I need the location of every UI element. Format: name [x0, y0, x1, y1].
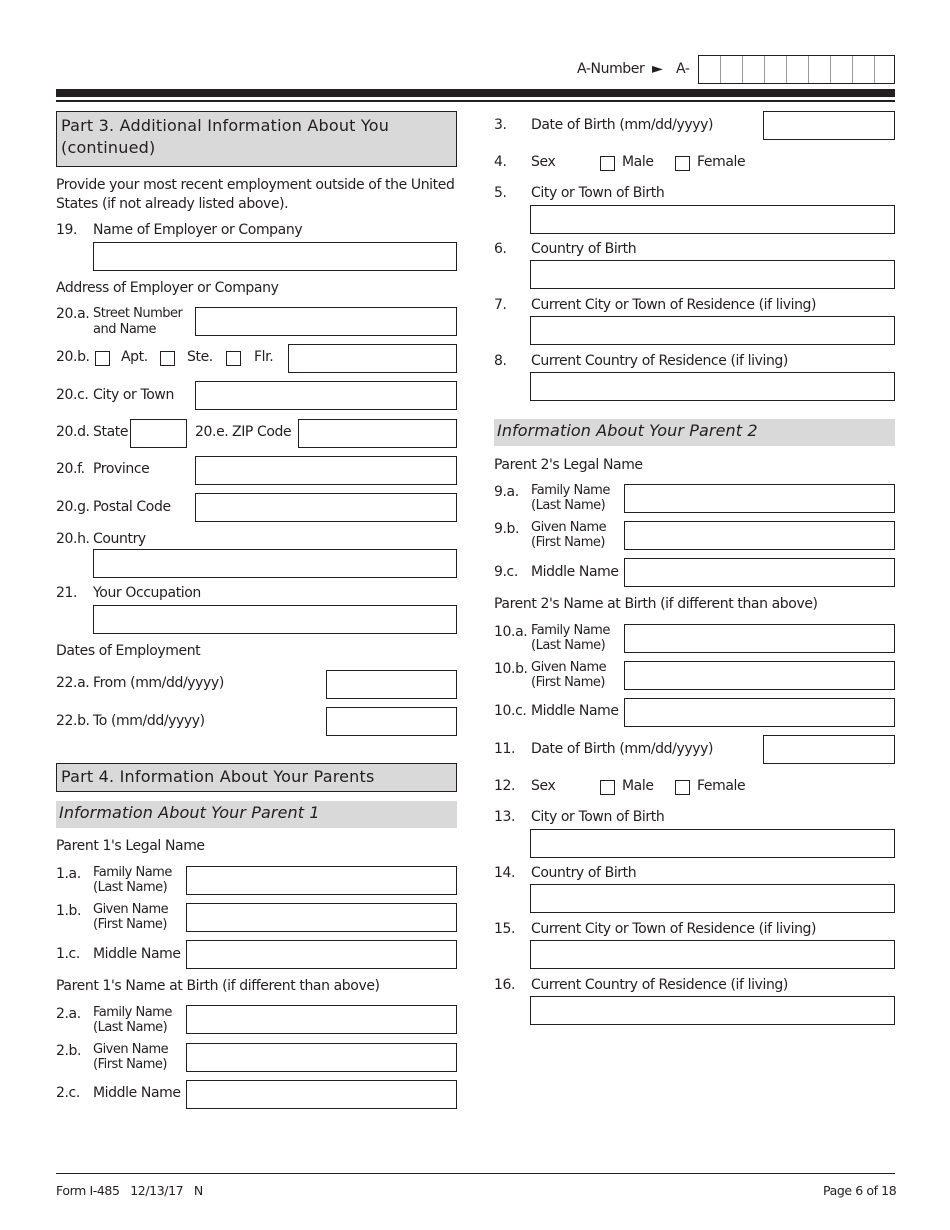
dates-heading: Dates of Employment [56, 643, 201, 659]
part3-title: Part 3. Additional Information About You [61, 116, 390, 135]
parent1-male-label: Male [622, 154, 654, 170]
street-input[interactable] [195, 307, 457, 336]
q5-number: 5. [494, 185, 507, 201]
employment-intro: States (if not already listed above). [56, 196, 289, 212]
parent1-birth-family-name-input[interactable] [186, 1005, 457, 1034]
q13-number: 13. [494, 809, 516, 825]
q4-label: Sex [531, 154, 556, 170]
header-thin-rule [56, 100, 895, 102]
employer-name-input[interactable] [93, 242, 457, 271]
q16-number: 16. [494, 977, 516, 993]
header-thick-rule [56, 89, 895, 97]
a-prefix: A- [676, 61, 690, 77]
a-number-cell-divider [852, 56, 853, 83]
q6-number: 6. [494, 241, 507, 257]
q1c-label: Middle Name [93, 946, 181, 962]
apt-ste-flr-number-input[interactable] [288, 344, 457, 373]
a-number-cell-divider [720, 56, 721, 83]
q20g-label: Postal Code [93, 499, 171, 515]
q2c-label: Middle Name [93, 1085, 181, 1101]
apt-checkbox[interactable] [95, 351, 110, 366]
q10b-label: (First Name) [531, 675, 605, 690]
q20e-number: 20.e. [195, 424, 229, 440]
flr-label: Flr. [254, 349, 274, 365]
q6-label: Country of Birth [531, 241, 637, 257]
q19-label: Name of Employer or Company [93, 222, 303, 238]
employment-intro: Provide your most recent employment outside of the United [56, 177, 455, 193]
q22b-number: 22.b. [56, 713, 90, 729]
parent2-residence-country-input[interactable] [530, 996, 895, 1025]
a-number-cell-divider [830, 56, 831, 83]
q20d-label: State [93, 424, 129, 440]
apt-label: Apt. [121, 349, 148, 365]
parent1-middle-name-input[interactable] [186, 940, 457, 969]
a-number-cell-divider [742, 56, 743, 83]
address-heading: Address of Employer or Company [56, 280, 279, 296]
parent1-female-label: Female [697, 154, 746, 170]
q9b-label: Given Name [531, 520, 607, 535]
q7-label: Current City or Town of Residence (if living) [531, 297, 817, 313]
q1a-number: 1.a. [56, 866, 81, 882]
a-number-field[interactable] [698, 55, 895, 84]
parent2-residence-city-input[interactable] [530, 940, 895, 969]
q10c-label: Middle Name [531, 703, 619, 719]
parent2-middle-name-input[interactable] [624, 558, 895, 587]
parent2-dob-input[interactable] [763, 735, 895, 764]
parent2-male-checkbox[interactable] [600, 780, 615, 795]
q20d-number: 20.d. [56, 424, 90, 440]
q20c-number: 20.c. [56, 387, 89, 403]
q1a-label: (Last Name) [93, 880, 168, 895]
ste-checkbox[interactable] [160, 351, 175, 366]
parent1-birth-city-input[interactable] [530, 205, 895, 234]
parent2-birth-middle-name-input[interactable] [624, 698, 895, 727]
q11-number: 11. [494, 741, 516, 757]
q5-label: City or Town of Birth [531, 185, 665, 201]
q2a-label: (Last Name) [93, 1020, 168, 1035]
parent1-family-name-input[interactable] [186, 866, 457, 895]
from-date-input[interactable] [326, 670, 457, 699]
q20h-label: Country [93, 531, 146, 547]
q7-number: 7. [494, 297, 507, 313]
q3-number: 3. [494, 117, 507, 133]
q20g-number: 20.g. [56, 499, 90, 515]
q9b-number: 9.b. [494, 521, 520, 537]
q1b-label: (First Name) [93, 917, 167, 932]
q10b-number: 10.b. [494, 661, 528, 677]
q15-number: 15. [494, 921, 516, 937]
parent1-dob-input[interactable] [763, 111, 895, 140]
q10c-number: 10.c. [494, 703, 527, 719]
parent1-given-name-input[interactable] [186, 903, 457, 932]
q1b-label: Given Name [93, 902, 169, 917]
parent1-male-checkbox[interactable] [600, 156, 615, 171]
parent2-birth-name-heading: Parent 2's Name at Birth (if different than above) [494, 596, 818, 612]
q22b-label: To (mm/dd/yyyy) [93, 713, 205, 729]
parent1-title: Information About Your Parent 1 [59, 803, 320, 822]
q9c-number: 9.c. [494, 564, 518, 580]
q22a-label: From (mm/dd/yyyy) [93, 675, 224, 691]
parent2-given-name-input[interactable] [624, 521, 895, 550]
country-input[interactable] [93, 549, 457, 578]
parent2-header [494, 419, 895, 446]
q21-number: 21. [56, 585, 78, 601]
parent1-birth-name-heading: Parent 1's Name at Birth (if different than above) [56, 978, 380, 994]
footer-rule [56, 1173, 895, 1174]
parent2-legal-name-heading: Parent 2's Legal Name [494, 457, 643, 473]
q22a-number: 22.a. [56, 675, 90, 691]
parent1-birth-middle-name-input[interactable] [186, 1080, 457, 1109]
a-number-cell-divider [786, 56, 787, 83]
q2a-number: 2.a. [56, 1006, 81, 1022]
q21-label: Your Occupation [93, 585, 201, 601]
page-number: Page 6 of 18 [823, 1183, 897, 1198]
part3-title-continued: (continued) [61, 138, 156, 157]
q20a-number: 20.a. [56, 306, 90, 322]
q2b-label: (First Name) [93, 1057, 167, 1072]
a-number-cell-divider [874, 56, 875, 83]
q9a-number: 9.a. [494, 484, 519, 500]
q20f-number: 20.f. [56, 461, 85, 477]
q9c-label: Middle Name [531, 564, 619, 580]
occupation-input[interactable] [93, 605, 457, 634]
a-number-cell-divider [808, 56, 809, 83]
q2b-number: 2.b. [56, 1043, 82, 1059]
q2a-label: Family Name [93, 1005, 172, 1020]
q1b-number: 1.b. [56, 903, 82, 919]
parent2-male-label: Male [622, 778, 654, 794]
q10a-label: (Last Name) [531, 638, 606, 653]
form-id: Form I-485 12/13/17 N [56, 1183, 203, 1198]
province-input[interactable] [195, 456, 457, 485]
to-date-input[interactable] [326, 707, 457, 736]
q10a-label: Family Name [531, 623, 610, 638]
q19-number: 19. [56, 222, 78, 238]
parent1-legal-name-heading: Parent 1's Legal Name [56, 838, 205, 854]
q20a-label: and Name [93, 322, 156, 337]
a-number-label: A-Number [577, 61, 645, 77]
q20b-number: 20.b. [56, 349, 90, 365]
q14-number: 14. [494, 865, 516, 881]
parent1-header [56, 801, 457, 828]
parent2-birth-family-name-input[interactable] [624, 624, 895, 653]
part4-title: Part 4. Information About Your Parents [61, 767, 375, 786]
a-number-cell-divider [764, 56, 765, 83]
q20h-number: 20.h. [56, 531, 90, 547]
parent2-female-label: Female [697, 778, 746, 794]
q20e-label: ZIP Code [232, 424, 292, 440]
city-input[interactable] [195, 381, 457, 410]
q20f-label: Province [93, 461, 150, 477]
parent1-female-checkbox[interactable] [675, 156, 690, 171]
q16-label: Current Country of Residence (if living) [531, 977, 788, 993]
q9a-label: Family Name [531, 483, 610, 498]
parent1-residence-city-input[interactable] [530, 316, 895, 345]
q13-label: City or Town of Birth [531, 809, 665, 825]
q4-number: 4. [494, 154, 507, 170]
q2b-label: Given Name [93, 1042, 169, 1057]
parent2-female-checkbox[interactable] [675, 780, 690, 795]
parent2-birth-given-name-input[interactable] [624, 661, 895, 690]
q3-label: Date of Birth (mm/dd/yyyy) [531, 117, 714, 133]
flr-checkbox[interactable] [226, 351, 241, 366]
q10b-label: Given Name [531, 660, 607, 675]
part3-header [56, 111, 457, 167]
q14-label: Country of Birth [531, 865, 637, 881]
q12-label: Sex [531, 778, 556, 794]
q10a-number: 10.a. [494, 624, 528, 640]
part4-header [56, 763, 457, 792]
parent2-title: Information About Your Parent 2 [497, 421, 758, 440]
arrow-icon: ► [652, 61, 663, 77]
q9a-label: (Last Name) [531, 498, 606, 513]
q11-label: Date of Birth (mm/dd/yyyy) [531, 741, 714, 757]
zip-input[interactable] [298, 419, 457, 448]
parent1-residence-country-input[interactable] [530, 372, 895, 401]
q8-number: 8. [494, 353, 507, 369]
parent1-birth-given-name-input[interactable] [186, 1043, 457, 1072]
q15-label: Current City or Town of Residence (if living) [531, 921, 817, 937]
q20c-label: City or Town [93, 387, 174, 403]
q8-label: Current Country of Residence (if living) [531, 353, 788, 369]
parent2-birth-country-input[interactable] [530, 884, 895, 913]
parent2-family-name-input[interactable] [624, 484, 895, 513]
parent2-birth-city-input[interactable] [530, 829, 895, 858]
postal-code-input[interactable] [195, 493, 457, 522]
q1c-number: 1.c. [56, 946, 80, 962]
state-select[interactable] [130, 419, 187, 448]
ste-label: Ste. [187, 349, 213, 365]
q20a-label: Street Number [93, 306, 183, 321]
parent1-birth-country-input[interactable] [530, 260, 895, 289]
q9b-label: (First Name) [531, 535, 605, 550]
q1a-label: Family Name [93, 865, 172, 880]
q12-number: 12. [494, 778, 516, 794]
q2c-number: 2.c. [56, 1085, 80, 1101]
